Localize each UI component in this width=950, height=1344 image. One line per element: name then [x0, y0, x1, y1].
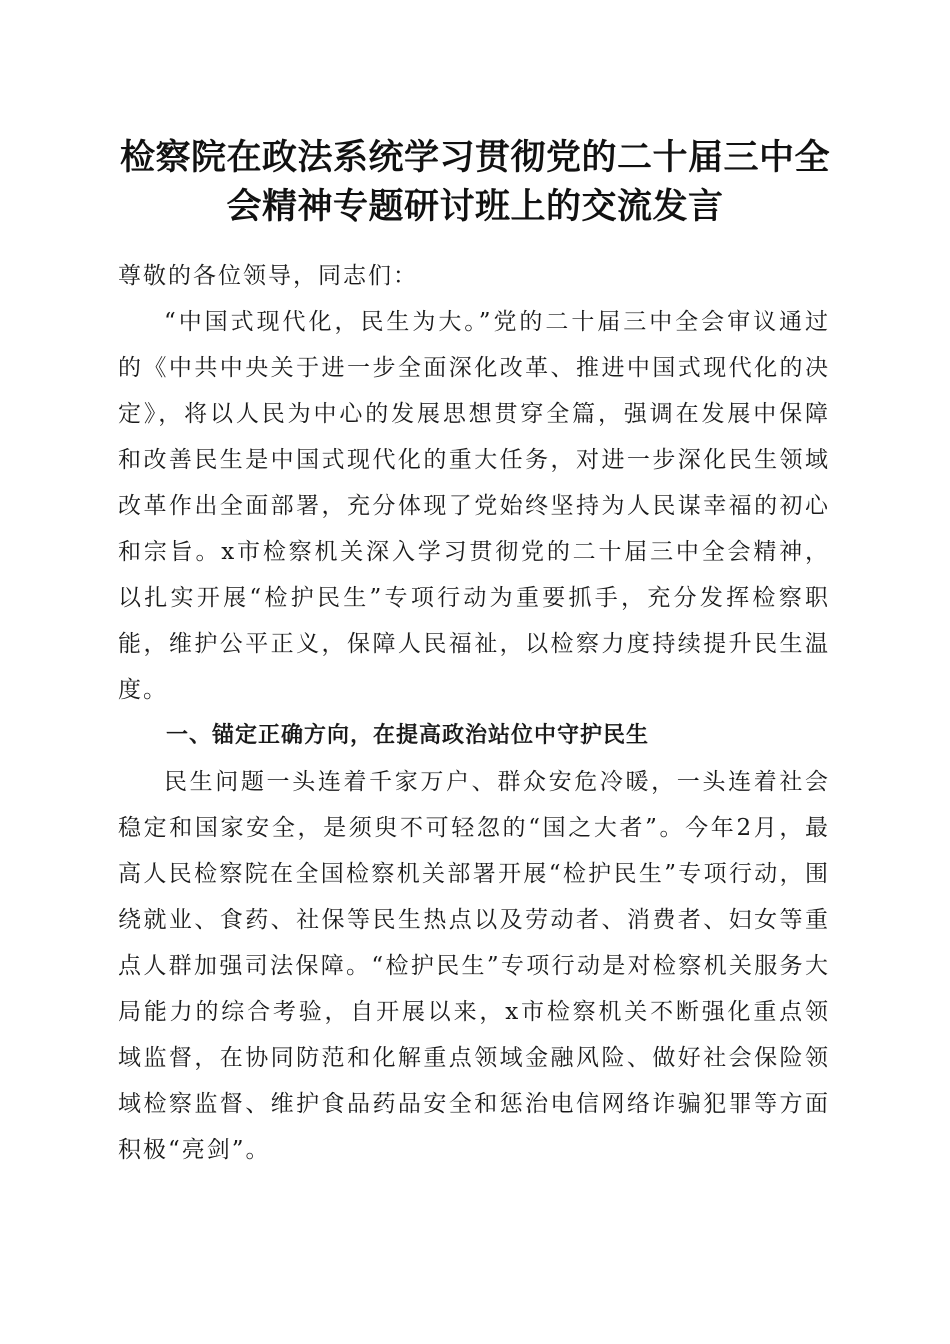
salutation: 尊敬的各位领导，同志们： [118, 263, 418, 289]
paragraph-section-1: 民生问题一头连着千家万户、群众安危冷暖，一头连着社会稳定和国家安全，是须臾不可轻忽的“国之大者”。今年2月，最高人民检察院在全国检察机关部署开展“检护民生”专项行动，围绕就业、食药、社保等民生热点以及劳动者、消费者、妇女等重点人群加强司法保障。“检护民生”专项行动是对检察机关服务大局能力的综合考验，自开展以来，x市检察机关不断强化重点领域监督，在协同防范和化解重点领域金融风险、做好社会保险领域检察监督、维护食品药品安全和惩治电信网络诈骗犯罪等方面积极“亮剑”。 [118, 769, 830, 1163]
document-body [118, 253, 830, 1173]
title-line-2: 会精神专题研讨班上的交流发言 [226, 186, 724, 227]
title-line-1: 检察院在政法系统学习贯彻党的二十届三中全 [119, 137, 830, 178]
section-heading-1: 一、锚定正确方向，在提高政治站位中守护民生 [166, 723, 650, 748]
document-title [100, 133, 850, 231]
paragraph-intro: “中国式现代化，民生为大。”党的二十届三中全会审议通过的《中共中央关于进一步全面深化改革、推进中国式现代化的决定》，将以人民为中心的发展思想贯穿全篇，强调在发展中保障和改善民生是中国式现代化的重大任务，对进一步深化民生领域改革作出全面部署，充分体现了党始终坚持为人民谋幸福的初心和宗旨。x市检察机关深入学习贯彻党的二十届三中全会精神，以扎实开展“检护民生”专项行动为重要抓手，充分发挥检察职能，维护公平正义，保障人民福祉，以检察力度持续提升民生温度。 [118, 309, 830, 703]
